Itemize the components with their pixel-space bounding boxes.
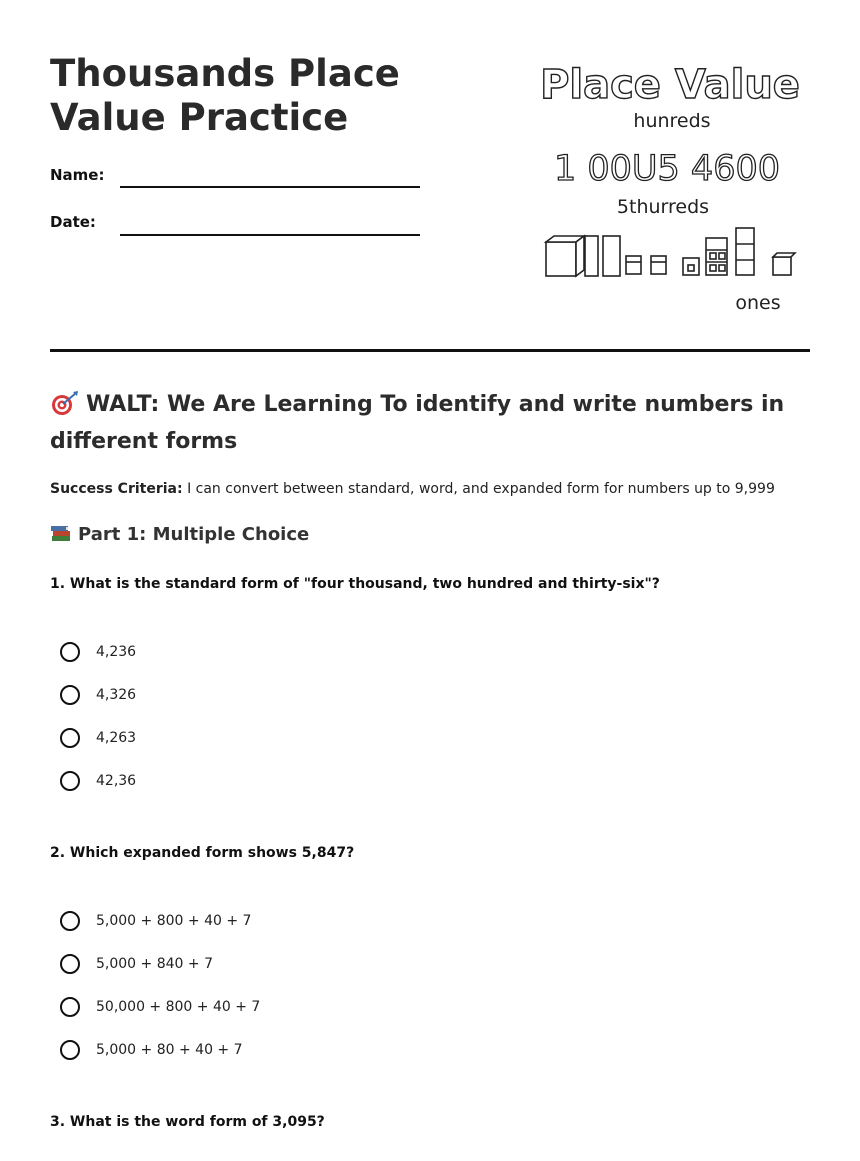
option-label: 4,263: [96, 730, 137, 746]
date-field[interactable]: [120, 234, 420, 236]
option-label: 5,000 + 80 + 40 + 7: [96, 1042, 243, 1058]
radio-button[interactable]: [60, 728, 80, 748]
q2-option-d[interactable]: [60, 1038, 243, 1062]
radio-button[interactable]: [60, 771, 80, 791]
q1-option-b[interactable]: [60, 683, 136, 707]
graphic-heading: Place Value: [540, 62, 800, 108]
radio-button[interactable]: [60, 911, 80, 931]
option-label: 4,236: [96, 644, 137, 660]
option-label: 42,36: [96, 773, 137, 789]
name-field[interactable]: [120, 186, 420, 188]
graphic-label-mid: 5thurreds: [616, 196, 710, 218]
success-criteria-text: I can convert between standard, word, and expanded form for numbers up to 9,999: [187, 481, 775, 497]
date-label: Date:: [50, 213, 96, 231]
part1-heading-text: Part 1: Multiple Choice: [78, 524, 310, 545]
question-3: 3. What is the word form of 3,095?: [50, 1114, 325, 1130]
place-value-graphic: [540, 58, 810, 318]
q1-option-a[interactable]: [60, 640, 136, 664]
radio-button[interactable]: [60, 954, 80, 974]
part1-heading: [50, 523, 309, 545]
radio-button[interactable]: [60, 997, 80, 1017]
question-1: 1. What is the standard form of "four thousand, two hundred and thirty-six"?: [50, 576, 660, 592]
header-divider: [50, 349, 810, 352]
graphic-label-bottom: ones: [735, 292, 781, 314]
option-label: 5,000 + 840 + 7: [96, 956, 213, 972]
radio-button[interactable]: [60, 642, 80, 662]
name-label: Name:: [50, 166, 105, 184]
success-criteria-label: Success Criteria:: [50, 481, 183, 497]
worksheet-title: Thousands Place Value Practice: [50, 52, 400, 139]
option-label: 4,326: [96, 687, 137, 703]
base-ten-blocks: [546, 228, 795, 276]
graphic-digits: 1 00U5 4600: [553, 149, 781, 189]
option-label: 5,000 + 800 + 40 + 7: [96, 913, 252, 929]
radio-button[interactable]: [60, 685, 80, 705]
q2-option-b[interactable]: [60, 952, 213, 976]
q1-option-d[interactable]: [60, 769, 136, 793]
radio-button[interactable]: [60, 1040, 80, 1060]
success-criteria: [50, 481, 775, 497]
walt-heading: [50, 386, 810, 460]
walt-text: WALT: We Are Learning To identify and write numbers in different forms: [50, 392, 785, 454]
q2-option-c[interactable]: [60, 995, 260, 1019]
q2-option-a[interactable]: [60, 909, 251, 933]
question-2: 2. Which expanded form shows 5,847?: [50, 845, 355, 861]
target-icon: [50, 390, 80, 416]
books-icon: [50, 523, 72, 543]
q1-option-c[interactable]: [60, 726, 136, 750]
graphic-label-top: hunreds: [633, 110, 711, 132]
option-label: 50,000 + 800 + 40 + 7: [96, 999, 261, 1015]
